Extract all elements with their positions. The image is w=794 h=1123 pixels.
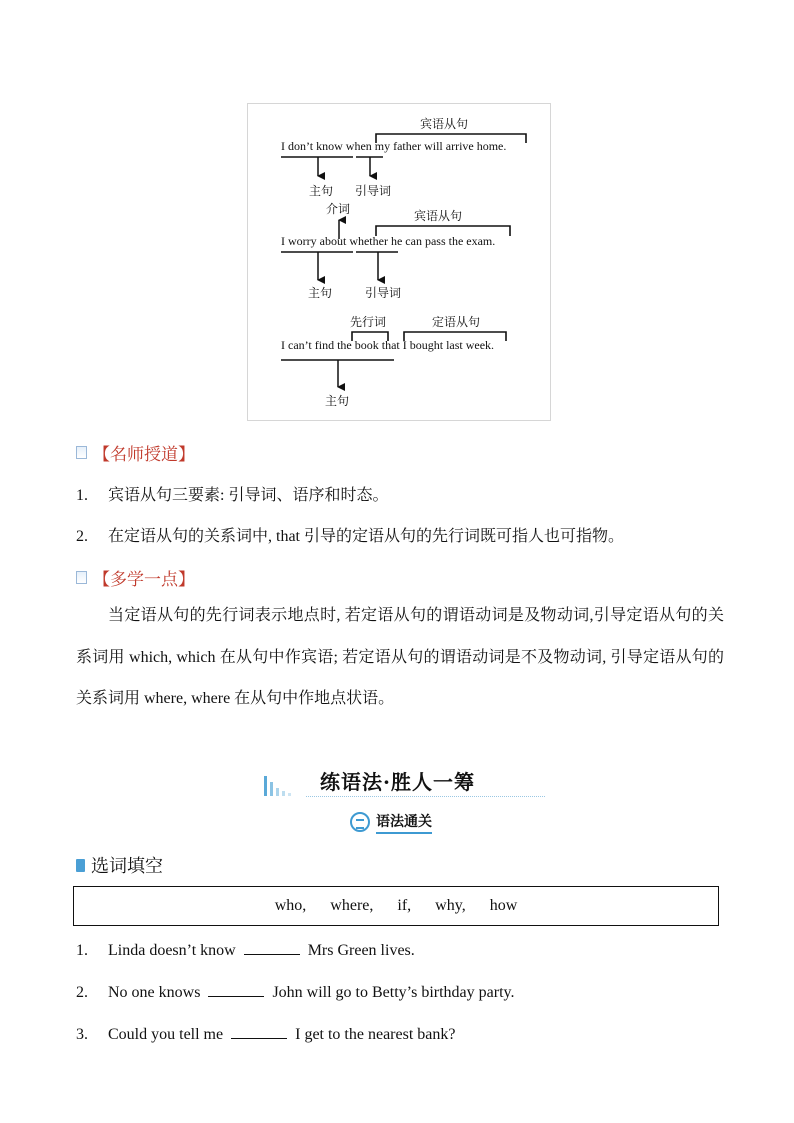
question-text-after: I get to the nearest bank? bbox=[295, 1026, 456, 1043]
exercise-heading-text: 选词填空 bbox=[91, 856, 163, 877]
s2-bracket-label: 宾语从句 bbox=[414, 209, 463, 223]
banner-rule bbox=[306, 796, 545, 798]
section-marker-icon bbox=[76, 571, 87, 584]
word-bank bbox=[73, 886, 719, 926]
sub-banner-label: 语法通关 bbox=[376, 811, 432, 834]
s2-prep-label: 介词 bbox=[326, 202, 351, 216]
item-number: 2. bbox=[76, 528, 88, 545]
question-text-before: Linda doesn’t know bbox=[108, 942, 236, 959]
question-text-before: No one knows bbox=[108, 984, 201, 1001]
section2-paragraph: 当定语从句的先行词表示地点时, 若定语从句的谓语动词是及物动词,引导定语从句的关系词用 which, which 在从句中作宾语; 若定语从句的谓语动词是不及物动词, 引导定语从句的关系词用 where, where 在从句中作地点状语。 bbox=[76, 607, 724, 707]
item-text: 在定语从句的关系词中, that 引导的定语从句的先行词既可指人也可指物。 bbox=[108, 528, 624, 545]
s3-sentence: I can’t find the book that I bought last week. bbox=[281, 338, 495, 352]
word-option: if, bbox=[397, 897, 412, 914]
sub-banner bbox=[350, 810, 432, 834]
answer-blank[interactable] bbox=[244, 940, 300, 955]
question-number: 3. bbox=[76, 1026, 88, 1043]
section1-item-2 bbox=[76, 523, 624, 546]
exercise-heading bbox=[76, 852, 163, 878]
section1-heading bbox=[76, 440, 195, 465]
item-text: 宾语从句三要素: 引导词、语序和时态。 bbox=[108, 487, 389, 504]
word-option: why, bbox=[435, 897, 466, 914]
s1-sentence: I don’t know when my father will arrive home. bbox=[281, 139, 507, 153]
question-text-after: Mrs Green lives. bbox=[307, 942, 415, 959]
section1-item-1 bbox=[76, 482, 388, 505]
building-icon bbox=[260, 774, 304, 796]
word-option: how bbox=[489, 897, 518, 914]
section-marker-icon bbox=[76, 446, 87, 459]
s1-main-label: 主句 bbox=[309, 184, 334, 198]
pass-icon bbox=[350, 812, 370, 832]
answer-blank[interactable] bbox=[208, 982, 264, 997]
s3-clause-label: 定语从句 bbox=[432, 315, 481, 329]
exercise-tag-icon bbox=[76, 859, 85, 872]
section1-title: 【名师授道】 bbox=[93, 445, 195, 465]
s2-main-label: 主句 bbox=[308, 286, 333, 300]
s2-intro-label: 引导词 bbox=[365, 286, 402, 300]
word-option: where, bbox=[330, 897, 374, 914]
question-1 bbox=[76, 940, 415, 960]
word-option: who, bbox=[274, 897, 307, 914]
practice-banner bbox=[260, 762, 545, 802]
question-2 bbox=[76, 982, 515, 1002]
question-text-before: Could you tell me bbox=[108, 1026, 224, 1043]
section2-title: 【多学一点】 bbox=[93, 570, 195, 590]
grammar-diagram bbox=[247, 103, 551, 421]
banner-title: 练语法·胜人一筹 bbox=[320, 770, 475, 794]
question-number: 2. bbox=[76, 984, 88, 1001]
question-number: 1. bbox=[76, 942, 88, 959]
section2-heading bbox=[76, 565, 195, 590]
s1-bracket-label: 宾语从句 bbox=[420, 117, 469, 131]
answer-blank[interactable] bbox=[231, 1024, 287, 1039]
s3-main-label: 主句 bbox=[325, 394, 350, 408]
s3-antecedent-label: 先行词 bbox=[350, 315, 387, 329]
item-number: 1. bbox=[76, 487, 88, 504]
question-3 bbox=[76, 1024, 455, 1044]
question-text-after: John will go to Betty’s birthday party. bbox=[272, 984, 515, 1001]
s1-intro-label: 引导词 bbox=[355, 184, 392, 198]
s2-sentence: I worry about whether he can pass the exam. bbox=[281, 234, 496, 248]
diagram-svg bbox=[248, 104, 550, 420]
